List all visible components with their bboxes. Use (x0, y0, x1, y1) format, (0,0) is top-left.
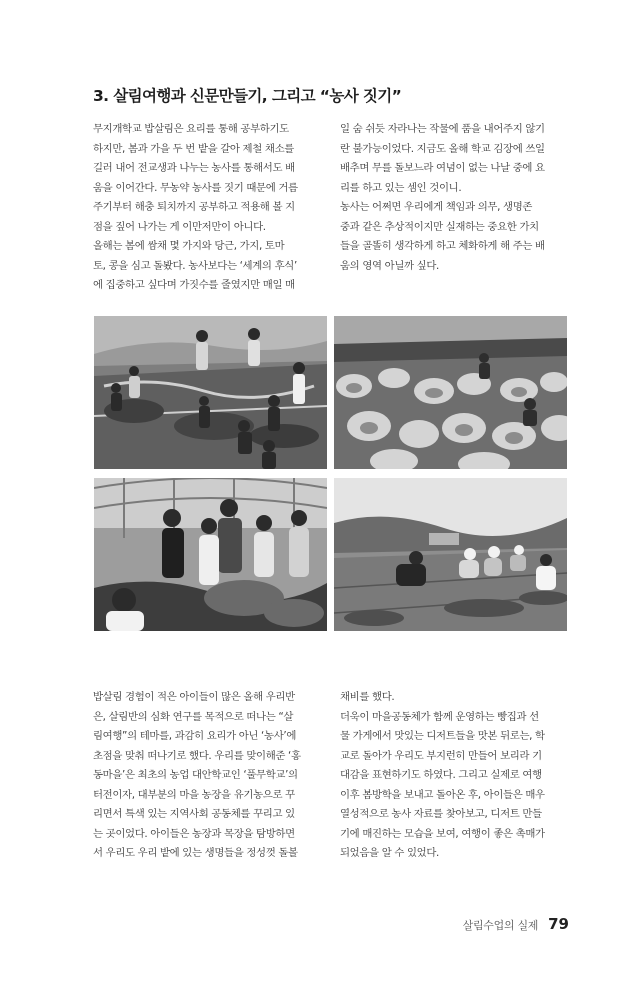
text-line: 란 불가능이었다. 지금도 올해 학교 김장에 쓰일 (340, 142, 545, 155)
text-line: 무지개학교 밥살림은 요리를 통해 공부하기도 (93, 123, 289, 135)
text-line: 하지만, 봄과 가을 두 번 밭을 갈아 제철 채소를 (93, 142, 294, 155)
text-line: 들을 골똘히 생각하게 하고 체화하게 해 주는 배 (340, 240, 545, 252)
running-title: 살림수업의 실제 (462, 919, 539, 932)
text-line: 교로 돌아가 우리도 부지런히 만들어 보리라 기 (340, 749, 542, 762)
text-line: 올해는 봄에 쌈채 몇 가지와 당근, 가지, 토마 (93, 240, 285, 252)
text-line: 대감을 표현하기도 하였다. 그리고 실제로 여행 (340, 769, 542, 781)
text-column-top-right (340, 120, 576, 276)
text-line: 리면서 특색 있는 지역사회 공동체를 꾸리고 있 (93, 808, 295, 820)
photo-children-planting-field (334, 478, 567, 631)
text-line: 더욱이 마을공동체가 함께 운영하는 빵집과 선 (340, 710, 539, 723)
text-line: 이후 봄방학을 보내고 돌아온 후, 아이들은 매우 (340, 788, 545, 801)
text-column-bottom-left (93, 688, 329, 864)
photo-children-garden-bed (94, 316, 327, 469)
text-line: 열성적으로 농사 자료를 찾아보고, 디저트 만들 (340, 808, 542, 820)
text-column-top-left (93, 120, 329, 296)
text-line: 길러 내어 전교생과 나누는 농사를 통해서도 배 (93, 162, 295, 174)
text-line: 은, 살림반의 심화 연구를 목적으로 떠나는 “살 (93, 710, 294, 723)
page-footer (463, 915, 569, 933)
text-column-bottom-right (340, 688, 576, 864)
page-number: 79 (548, 915, 569, 933)
text-line: 동마을’은 최초의 농업 대안학교인 ‘풀무학교’의 (93, 769, 298, 781)
text-line: 터전이자, 대부분의 마을 농장을 유기농으로 꾸 (93, 788, 295, 801)
text-line: 되었음을 알 수 있었다. (340, 847, 439, 859)
text-line: 는 곳이었다. 아이들은 농장과 목장을 탐방하면 (93, 827, 295, 840)
text-line: 움을 이어간다. 무농약 농사를 짓기 때문에 거름 (93, 181, 298, 194)
text-line: 채비를 했다. (340, 691, 395, 703)
text-line: 밥살림 경험이 적은 아이들이 많은 올해 우리반 (93, 691, 295, 703)
text-line: 기에 매진하는 모습을 보여, 여행이 좋은 촉매가 (340, 827, 545, 840)
text-line: 에 집중하고 싶다며 가짓수를 줄였지만 매일 매 (93, 279, 295, 291)
text-line: 움의 영역 아닐까 싶다. (340, 259, 439, 272)
text-line: 일 숨 쉬듯 자라나는 작물에 품을 내어주지 않기 (340, 123, 545, 135)
text-line: 물 가게에서 맛있는 디저트들을 맛본 뒤로는, 학 (340, 730, 545, 742)
text-line: 리를 하고 있는 셈인 것이니. (340, 181, 462, 194)
photo-children-greenhouse (94, 478, 327, 631)
text-line: 토, 콩을 심고 돌봤다. 농사보다는 ‘세계의 후식’ (93, 259, 297, 272)
text-line: 점을 짚어 나가는 게 이만저만이 아니다. (93, 220, 266, 233)
text-line: 초점을 맞춰 떠나기로 했다. 우리를 맞이해준 ‘홍 (93, 749, 301, 762)
text-line: 배추며 무를 돌보느라 여념이 없는 나날 중에 요 (340, 162, 545, 174)
text-line: 중과 같은 추상적이지만 실재하는 중요한 가치 (340, 220, 539, 233)
photo-cabbage-field (334, 316, 567, 469)
section-heading: 3. 살림여행과 신문만들기, 그리고 “농사 짓기” (93, 87, 402, 105)
text-line: 림여행”의 테마를, 과감히 요리가 아닌 ‘농사’에 (93, 730, 297, 742)
text-line: 서 우리도 우리 밭에 있는 생명들을 정성껏 돌볼 (93, 847, 298, 859)
text-line: 농사는 어쩌면 우리에게 책임과 의무, 생명존 (340, 201, 533, 213)
text-line: 주기부터 해충 퇴치까지 공부하고 적용해 볼 지 (93, 201, 295, 213)
